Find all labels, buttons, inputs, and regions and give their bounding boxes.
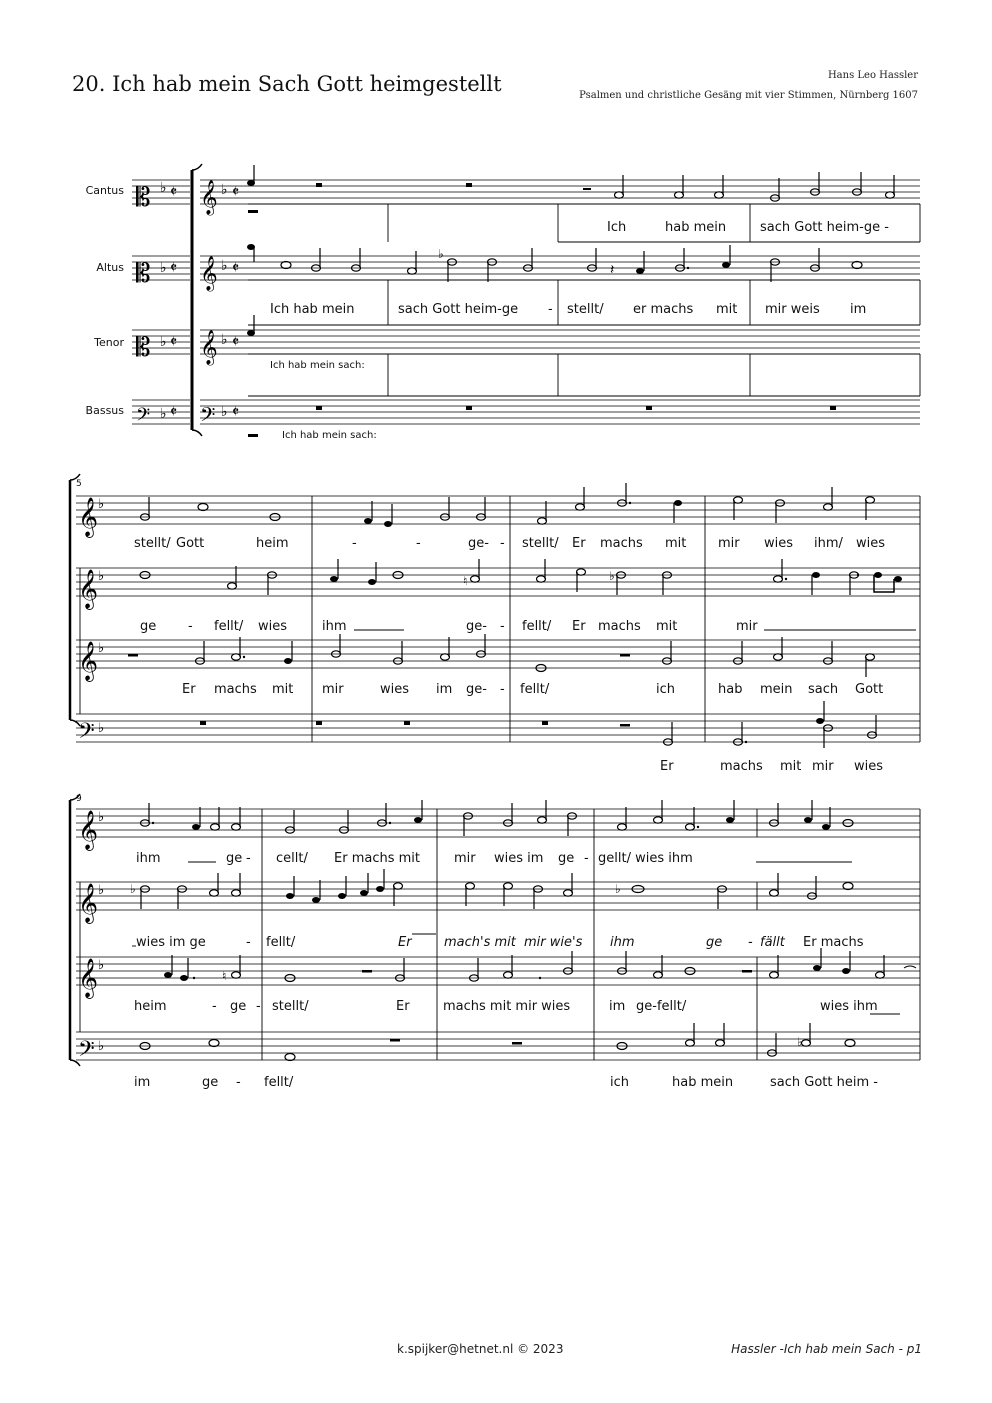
lyric-word: ihm/ <box>814 536 843 551</box>
svg-text:𝄡: 𝄡 <box>136 183 151 213</box>
lyric-word: Ich <box>607 220 627 235</box>
lyric-word: - <box>748 935 753 950</box>
lyrics-system-2 <box>134 536 916 774</box>
lyric-word: mir <box>322 682 344 697</box>
lyric-word: Ich hab mein sach: <box>270 360 365 371</box>
lyric-word: mir <box>812 759 834 774</box>
lyric-word: wies <box>764 536 794 551</box>
lyric-word: sach Gott heim-ge <box>398 302 519 317</box>
svg-text:♭: ♭ <box>221 182 228 198</box>
svg-text:𝄡: 𝄡 <box>136 259 151 289</box>
lyric-word: wies <box>380 682 410 697</box>
lyric-word: wies <box>854 759 884 774</box>
svg-text:♭: ♭ <box>98 810 105 825</box>
lyric-word: mir <box>736 619 758 634</box>
svg-text:𝄵: 𝄵 <box>170 258 178 277</box>
svg-text:𝄞: 𝄞 <box>78 883 99 923</box>
lyric-word: hab mein <box>665 220 727 235</box>
lyric-word: mach's mit <box>444 935 516 950</box>
lyric-word: fellt/ <box>214 619 244 634</box>
svg-text:𝄞: 𝄞 <box>78 958 99 998</box>
lyric-word: im <box>436 682 453 697</box>
lyric-word: Ich hab mein <box>270 302 355 317</box>
lyric-word: fällt <box>760 935 785 950</box>
footer-contact: k.spijker@hetnet.nl © 2023 <box>397 1342 564 1356</box>
lyric-word: mit <box>272 682 294 697</box>
lyric-word: mit <box>656 619 678 634</box>
lyric-word: fellt/ <box>264 1075 294 1090</box>
svg-text:𝄵: 𝄵 <box>170 182 178 201</box>
svg-text:♭: ♭ <box>98 721 105 736</box>
svg-text:𝄞: 𝄞 <box>78 810 99 850</box>
svg-text:♭: ♭ <box>797 1035 803 1049</box>
svg-text:𝄡: 𝄡 <box>136 333 151 363</box>
lyric-word: ich <box>656 682 675 697</box>
lyric-word: machs <box>600 536 643 551</box>
svg-text:♭: ♭ <box>609 569 615 583</box>
lyric-word: stellt/ <box>134 536 171 551</box>
lyric-word: ge-fellt/ <box>636 999 687 1014</box>
system-2 <box>70 474 920 749</box>
svg-text:♭: ♭ <box>98 1039 105 1054</box>
voice-label-bassus: Bassus <box>85 404 124 417</box>
lyric-word: - <box>416 536 421 551</box>
lyric-word: mir wie's <box>524 935 583 950</box>
lyric-word: ich <box>610 1075 629 1090</box>
svg-text:♭: ♭ <box>160 180 167 196</box>
lyric-word: - <box>352 536 357 551</box>
lyric-word: wies <box>856 536 886 551</box>
lyric-word: ge <box>230 999 247 1014</box>
lyric-word: ge- <box>466 682 487 697</box>
lyric-word: wies im <box>494 851 544 866</box>
lyric-word: Gott <box>176 536 205 551</box>
svg-text:𝄢: 𝄢 <box>200 403 216 431</box>
lyric-word: fellt/ <box>266 935 296 950</box>
lyric-word: wies ihm <box>820 999 878 1014</box>
composer-name: Hans Leo Hassler <box>827 70 918 81</box>
svg-text:𝄞: 𝄞 <box>200 256 218 291</box>
svg-text:♭: ♭ <box>160 260 167 276</box>
svg-text:♭: ♭ <box>98 958 105 973</box>
lyric-word: - <box>500 536 505 551</box>
svg-text:♭: ♭ <box>160 406 167 422</box>
lyric-word: heim <box>134 999 167 1014</box>
lyric-word: Er <box>182 682 196 697</box>
lyric-word: - <box>584 851 589 866</box>
svg-text:♭: ♭ <box>221 258 228 274</box>
lyric-word: Er <box>398 935 412 950</box>
svg-text:♭: ♭ <box>98 883 105 898</box>
lyric-word: mit <box>665 536 687 551</box>
lyric-word: - <box>236 1075 241 1090</box>
lyrics-system-3 <box>132 851 878 1090</box>
svg-text:♭: ♭ <box>221 404 228 420</box>
lyric-word: Er machs mit <box>334 851 420 866</box>
lyric-word: Ich hab mein sach: <box>282 430 377 441</box>
voice-label-tenor: Tenor <box>94 336 124 349</box>
lyric-word: - <box>500 619 505 634</box>
svg-text:𝄵: 𝄵 <box>232 182 240 201</box>
voice-label-altus: Altus <box>96 261 124 274</box>
lyric-word: im <box>850 302 867 317</box>
lyric-word: er machs <box>633 302 694 317</box>
lyric-word: - <box>500 682 505 697</box>
lyric-word: - <box>246 851 251 866</box>
lyric-word: im <box>609 999 626 1014</box>
lyric-word: machs <box>720 759 763 774</box>
lyric-word: stellt/ <box>272 999 309 1014</box>
lyric-word: - <box>256 999 261 1014</box>
svg-text:𝄞: 𝄞 <box>78 641 99 681</box>
system-1 <box>132 164 920 437</box>
svg-text:𝄵: 𝄵 <box>232 402 240 421</box>
lyric-word: ihm <box>136 851 161 866</box>
svg-text:♭: ♭ <box>98 641 105 656</box>
lyric-word: mir weis <box>765 302 820 317</box>
page-title: 20. Ich hab mein Sach Gott heimgestellt <box>72 72 502 96</box>
lyric-word: im <box>134 1075 151 1090</box>
svg-text:𝄞: 𝄞 <box>200 330 218 365</box>
svg-text:𝄢: 𝄢 <box>78 719 95 749</box>
lyric-word: ihm <box>610 935 635 950</box>
lyric-word: Er <box>660 759 674 774</box>
lyric-word: Er <box>396 999 410 1014</box>
lyric-word: machs mit mir wies <box>443 999 571 1014</box>
svg-text:♭: ♭ <box>98 569 105 584</box>
lyric-word: fellt/ <box>520 682 550 697</box>
lyric-word: ge <box>140 619 157 634</box>
lyric-word: stellt/ <box>567 302 604 317</box>
lyric-word: fellt/ <box>522 619 552 634</box>
svg-text:♭: ♭ <box>160 334 167 350</box>
lyric-word: Er <box>572 619 586 634</box>
svg-text:♮: ♮ <box>463 574 468 588</box>
lyric-word: - <box>246 935 251 950</box>
lyric-word: mir <box>718 536 740 551</box>
lyric-word: Er machs <box>803 935 864 950</box>
lyric-word: ge <box>202 1075 219 1090</box>
svg-text:𝄢: 𝄢 <box>78 1037 95 1067</box>
svg-text:𝄞: 𝄞 <box>78 569 99 609</box>
svg-text:𝄽: 𝄽 <box>610 262 615 278</box>
lyric-word: wies <box>258 619 288 634</box>
lyric-word: sach <box>808 682 839 697</box>
lyric-word: - <box>548 302 553 317</box>
footer-page-label: Hassler -Ich hab mein Sach - p1 <box>731 1342 922 1356</box>
lyric-word: mein <box>760 682 793 697</box>
lyric-word: stellt/ <box>522 536 559 551</box>
lyric-word: wies im ge <box>136 935 206 950</box>
lyric-word: - <box>188 619 193 634</box>
lyric-word: ge <box>558 851 575 866</box>
lyric-word: ge- <box>466 619 487 634</box>
svg-text:5: 5 <box>76 479 82 489</box>
lyric-word: mit <box>780 759 802 774</box>
svg-text:♭: ♭ <box>221 332 228 348</box>
svg-text:♭: ♭ <box>615 882 621 896</box>
lyric-word: cellt/ <box>276 851 308 866</box>
lyric-word: mir <box>454 851 476 866</box>
lyric-word: machs <box>598 619 641 634</box>
lyrics-system-1 <box>270 220 889 441</box>
system-3 <box>70 794 920 1067</box>
lyric-word: hab <box>718 682 743 697</box>
lyric-word: hab mein <box>672 1075 734 1090</box>
lyric-word: ge <box>706 935 723 950</box>
lyric-word: machs <box>214 682 257 697</box>
svg-text:𝄵: 𝄵 <box>170 332 178 351</box>
lyric-word: sach Gott heim-ge - <box>760 220 889 235</box>
svg-text:𝄞: 𝄞 <box>200 180 218 215</box>
svg-text:𝄵: 𝄵 <box>170 402 178 421</box>
lyric-word: ihm <box>322 619 347 634</box>
svg-text:♭: ♭ <box>130 882 136 896</box>
lyric-word: - <box>212 999 217 1014</box>
lyric-word: ge- <box>468 536 489 551</box>
lyric-word: heim <box>256 536 289 551</box>
lyric-word: ge <box>226 851 243 866</box>
lyric-word: Er <box>572 536 586 551</box>
svg-text:9: 9 <box>76 794 82 804</box>
lyric-word: sach Gott heim - <box>770 1075 878 1090</box>
svg-text:♭: ♭ <box>438 247 444 261</box>
svg-text:♭: ♭ <box>98 497 105 512</box>
lyric-word: mit <box>716 302 738 317</box>
svg-text:𝄞: 𝄞 <box>78 497 99 537</box>
source-citation: Psalmen und christliche Gesäng mit vier Stimmen, Nürnberg 1607 <box>579 90 918 101</box>
lyric-word: Gott <box>855 682 884 697</box>
svg-text:𝄵: 𝄵 <box>232 332 240 351</box>
svg-text:♮: ♮ <box>222 969 227 983</box>
lyric-word: gellt/ wies ihm <box>598 851 693 866</box>
svg-text:𝄢: 𝄢 <box>136 405 151 430</box>
svg-text:𝄵: 𝄵 <box>232 258 240 277</box>
voice-label-cantus: Cantus <box>85 184 124 197</box>
